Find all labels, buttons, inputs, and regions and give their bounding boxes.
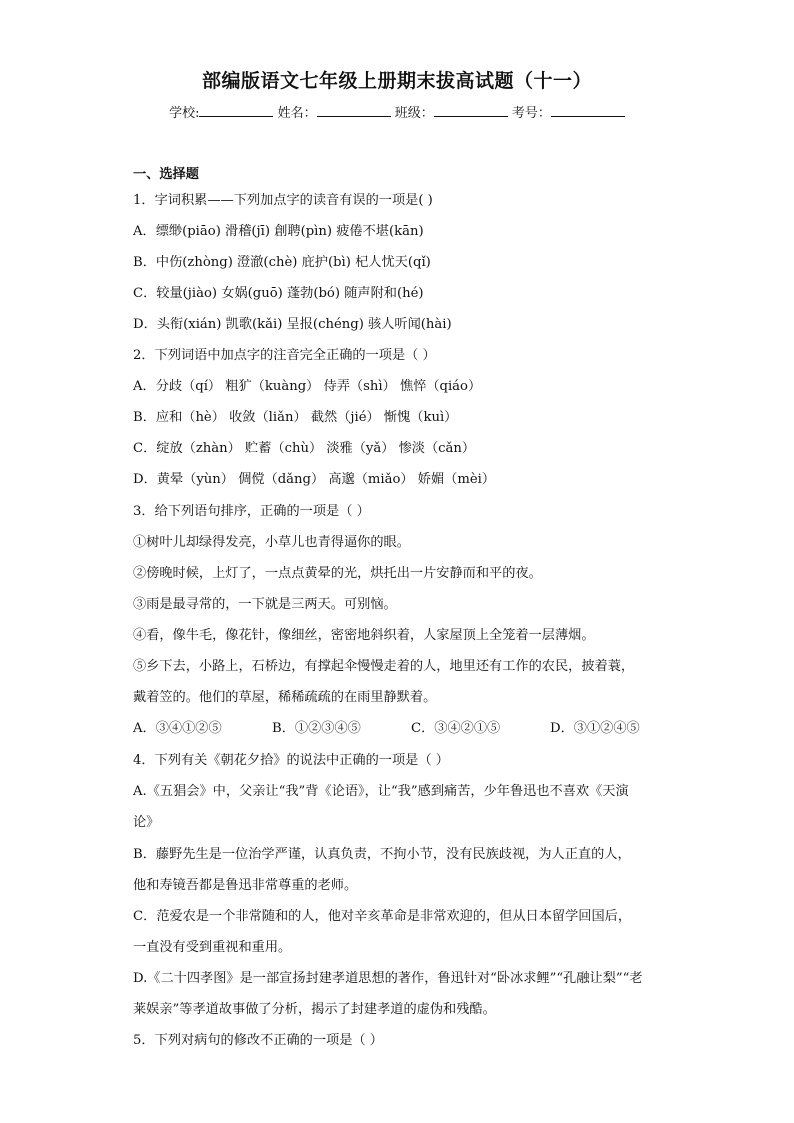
question-1-option-d: D．头衔(xián) 凯歌(kǎi) 呈报(chéng) 骇人听闻(hài) — [133, 317, 452, 332]
school-blank[interactable] — [199, 104, 273, 117]
question-2-option-b: B．应和（hè） 收敛（liǎn） 截然（jié） 惭愧（kuì） — [133, 410, 458, 425]
question-3-option-b: B．①②③④⑤ — [272, 721, 361, 736]
question-3-sentence-5-line-2: 戴着笠的。他们的草屋，稀稀疏疏的在雨里静默着。 — [133, 690, 437, 705]
question-3-option-c: C．③④②①⑤ — [411, 721, 501, 736]
question-4-option-c-line-1: C．范爱农是一个非常随和的人，他对辛亥革命是非常欢迎的，但从日本留学回国后， — [133, 909, 632, 924]
question-3-stem: 3．给下列语句排序，正确的一项是（ ） — [133, 504, 370, 519]
exam-number-blank[interactable] — [551, 104, 625, 117]
exam-number-label: 考号： — [511, 106, 551, 121]
class-blank[interactable] — [434, 104, 508, 117]
question-1-option-b: B．中伤(zhòng) 澄澈(chè) 庇护(bì) 杞人忧天(qǐ) — [133, 255, 431, 270]
question-4-option-a-line-1: A.《五猖会》中，父亲让“我”背《论语》，让“我”感到痛苦，少年鲁迅也不喜欢《天演 — [133, 784, 629, 799]
question-4-option-b-line-1: B．藤野先生是一位治学严谨，认真负责，不拘小节，没有民族歧视，为人正直的人， — [133, 847, 631, 862]
question-4-stem: 4．下列有关《朝花夕拾》的说法中正确的一项是（ ） — [133, 753, 449, 768]
question-4-option-d-line-1: D.《二十四孝图》是一部宣扬封建孝道思想的著作，鲁迅针对“卧冰求鲤”“孔融让梨”“老 — [133, 971, 643, 986]
student-info-row — [0, 102, 794, 121]
question-3-sentence-2: ②傍晚时候，上灯了，一点点黄晕的光，烘托出一片安静而和平的夜。 — [133, 566, 542, 581]
question-2-option-d: D．黄晕（yùn） 倜傥（dǎng） 高邈（miǎo） 娇媚（mèi） — [133, 472, 496, 487]
section-heading: 一、选择题 — [133, 167, 199, 182]
class-label: 班级： — [394, 106, 434, 121]
school-label: 学校: — [169, 106, 200, 121]
question-3-option-d: D．③①②④⑤ — [550, 721, 640, 736]
page-title: 部编版语文七年级上册期末拔高试题（十一） — [201, 70, 592, 92]
name-blank[interactable] — [317, 104, 391, 117]
question-2-stem: 2．下列词语中加点字的注音完全正确的一项是（ ） — [133, 348, 436, 363]
question-2-option-a: A．分歧（qí） 粗犷（kuàng） 侍弄（shì） 憔悴（qiáo） — [133, 379, 482, 394]
question-4-option-c-line-2: 一直没有受到重视和重用。 — [133, 940, 292, 955]
question-1-option-a: A．缥缈(piāo) 滑稽(jī) 創聘(pìn) 疲倦不堪(kān) — [133, 224, 424, 239]
question-4-option-b-line-2: 他和寿镜吾都是鲁迅非常尊重的老师。 — [133, 878, 358, 893]
question-2-option-c: C．绽放（zhàn） 贮蓄（chù） 淡雅（yǎ） 惨淡（cǎn） — [133, 441, 476, 456]
question-3-sentence-5-line-1: ⑤乡下去，小路上，石桥边，有撑起伞慢慢走着的人，地里还有工作的农民，披着蓑， — [133, 659, 635, 674]
question-1-option-c: C．较量(jiào) 女娲(guō) 蓬勃(bó) 随声附和(hé) — [133, 286, 424, 301]
question-3-sentence-3: ③雨是最寻常的，一下就是三两天。可别恼。 — [133, 597, 397, 612]
question-3-sentence-1: ①树叶儿却绿得发亮，小草儿也青得逼你的眼。 — [133, 535, 410, 550]
question-1-stem: 1．字词积累——下列加点字的读音有误的一项是( ) — [133, 193, 433, 208]
question-3-options — [133, 720, 640, 738]
question-5-stem: 5．下列对病句的修改不正确的一项是（ ） — [133, 1033, 383, 1048]
question-3-option-a: A．③④①②⑤ — [133, 721, 222, 736]
name-label: 姓名： — [277, 106, 317, 121]
question-4-option-a-line-2: 论》 — [133, 815, 160, 830]
question-4-option-d-line-2: 莱娱亲”等孝道故事做了分析，揭示了封建孝道的虚伪和残酷。 — [133, 1002, 496, 1017]
question-3-sentence-4: ④看，像牛毛，像花针，像细丝，密密地斜织着，人家屋顶上全笼着一层薄烟。 — [133, 628, 595, 643]
